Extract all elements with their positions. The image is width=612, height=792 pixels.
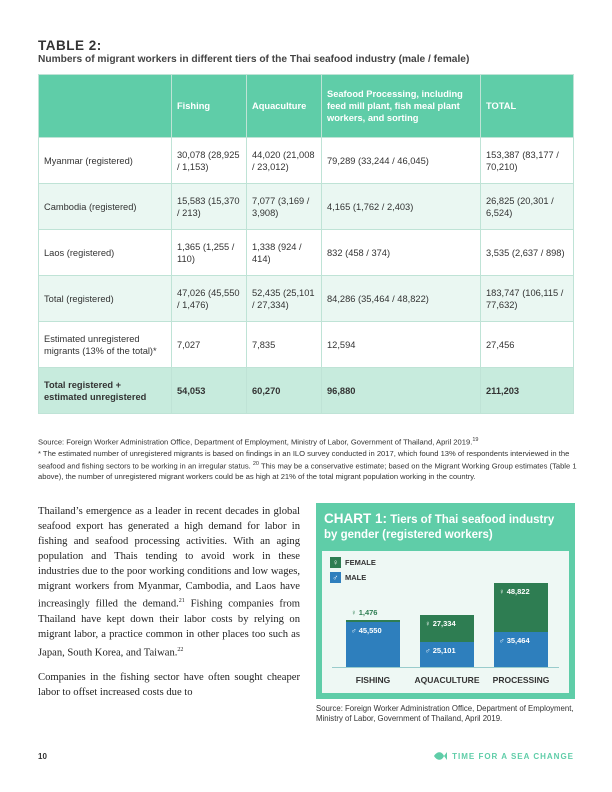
table-cell: 27,456 <box>481 322 574 368</box>
table-source-text: Source: Foreign Worker Administration Office, Department of Employment, Ministry of Labor, Government of Thailand, April 2019. <box>38 437 473 447</box>
table-cell: 4,165 (1,762 / 2,403) <box>322 184 481 230</box>
table-row <box>39 276 574 322</box>
paragraph-text: Thailand’s emergence as a leader in recent decades in global seafood export has generated a high demand for labor in fishing and seafood processing activities. With an aging population and Thais tending to avoid work in these industries due to the poor working conditions and low wages, migrant workers from Myanmar, Cambodia, and Laos have increasingly filled the demand. <box>38 506 300 610</box>
x-tick-label: AQUACULTURE <box>414 675 480 685</box>
table-cell: 1,365 (1,255 / 110) <box>172 230 247 276</box>
data-label: ♂ 35,464 <box>499 635 530 645</box>
table-cell: 52,435 (25,101 / 27,334) <box>247 276 322 322</box>
chart-title <box>324 511 569 543</box>
footnote-ref: 19 <box>472 437 479 443</box>
footnote-text-b: This may be a conservative estimate; based on the Migrant Working Group estimates (Table 1 above), the number of unregistered migrant workers could be as high at 21% of the total migrant population working in the country. <box>38 461 577 481</box>
header-cell: TOTAL <box>481 75 574 138</box>
paragraph: Companies in the fishing sector have often sought cheaper labor to offset increased costs due to <box>38 672 300 699</box>
table-row <box>39 184 574 230</box>
chart-area <box>322 551 569 693</box>
row-label: Total (registered) <box>39 276 172 322</box>
table-cell: 7,027 <box>172 322 247 368</box>
table-total-row <box>39 368 574 414</box>
data-label: ♀ 27,334 <box>425 618 456 628</box>
table-cell: 7,077 (3,169 / 3,908) <box>247 184 322 230</box>
table-cell: 153,387 (83,177 / 70,210) <box>481 138 574 184</box>
chart-panel <box>316 503 575 699</box>
table-cell: 60,270 <box>247 368 322 414</box>
legend-female <box>330 557 376 568</box>
table-row <box>39 230 574 276</box>
bar-female-aquaculture <box>420 615 474 642</box>
legend-label: MALE <box>345 573 367 582</box>
x-axis-line <box>332 667 559 668</box>
table-row <box>39 138 574 184</box>
table-cell: 12,594 <box>322 322 481 368</box>
x-tick-label: FISHING <box>355 675 391 685</box>
table-subtitle: Numbers of migrant workers in different tiers of the Thai seafood industry (male / female) <box>38 54 470 65</box>
header-cell: Seafood Processing, including feed mill plant, fish meal plant workers, and sorting <box>322 75 481 138</box>
table-footnote <box>38 449 578 482</box>
table-cell: 54,053 <box>172 368 247 414</box>
paragraph <box>38 505 300 661</box>
chart-source: Source: Foreign Worker Administration Office, Department of Employment, Ministry of Labor, Government of Thailand, April 2019. <box>316 704 574 723</box>
table-cell: 211,203 <box>481 368 574 414</box>
table-cell: 7,835 <box>247 322 322 368</box>
row-label: Myanmar (registered) <box>39 138 172 184</box>
table-cell: 47,026 (45,550 / 1,476) <box>172 276 247 322</box>
table-cell: 3,535 (2,637 / 898) <box>481 230 574 276</box>
legend-label: FEMALE <box>345 558 376 567</box>
fish-icon <box>433 750 447 762</box>
table-cell: 1,338 (924 / 414) <box>247 230 322 276</box>
row-label: Total registered + estimated unregistered <box>39 368 172 414</box>
body-text <box>38 505 300 711</box>
footer-brand <box>433 750 574 762</box>
table-cell: 26,825 (20,301 / 6,524) <box>481 184 574 230</box>
bar-male-processing <box>494 632 548 667</box>
row-label: Estimated unregistered migrants (13% of the total)* <box>39 322 172 368</box>
table-row <box>39 322 574 368</box>
bar-male-aquaculture <box>420 642 474 667</box>
footnote-ref: 20 <box>252 461 259 467</box>
table-cell: 79,289 (33,244 / 46,045) <box>322 138 481 184</box>
chart-title-prefix: CHART 1: <box>324 511 387 526</box>
table-cell: 84,286 (35,464 / 48,822) <box>322 276 481 322</box>
x-tick-label: PROCESSING <box>492 675 550 685</box>
row-label: Cambodia (registered) <box>39 184 172 230</box>
row-label: Laos (registered) <box>39 230 172 276</box>
paragraph-text: Fishing companies from Thailand have kept down their labor costs by relying on migrant labor, a practice common in other places too such as Japan, South Korea, and Taiwan. <box>38 598 300 659</box>
legend-male <box>330 572 366 583</box>
data-label: ♀ 48,822 <box>499 587 530 596</box>
table-cell: 15,583 (15,370 / 213) <box>172 184 247 230</box>
brand-text: TIME FOR A SEA CHANGE <box>452 751 574 761</box>
table-source <box>38 437 578 447</box>
table-title: TABLE 2: <box>38 38 102 53</box>
header-cell: Aquaculture <box>247 75 322 138</box>
migrant-table <box>38 74 574 414</box>
header-cell <box>39 75 172 138</box>
page-number: 10 <box>38 752 47 761</box>
footnote-ref: 22 <box>177 646 184 653</box>
footnote-text-a: * The estimated number of unregistered migrants is based on findings in an ILO survey conducted in 2017, which found 13% of respondents interviewed in the seafood and fishing sectors to be working in an irregular status. <box>38 449 570 471</box>
female-icon: ♀ <box>330 557 341 568</box>
table-cell: 96,880 <box>322 368 481 414</box>
bar-female-processing <box>494 583 548 632</box>
bar-female-fishing <box>346 608 400 621</box>
data-label: ♀ 1,476 <box>351 608 378 618</box>
data-label: ♂ 25,101 <box>425 645 456 655</box>
table-cell: 183,747 (106,115 / 77,632) <box>481 276 574 322</box>
male-icon: ♂ <box>330 572 341 583</box>
table-cell: 44,020 (21,008 / 23,012) <box>247 138 322 184</box>
table-cell: 30,078 (28,925 / 1,153) <box>172 138 247 184</box>
header-cell: Fishing <box>172 75 247 138</box>
data-label: ♂ 45,550 <box>351 625 382 635</box>
table-header-row <box>39 75 574 138</box>
table-cell: 832 (458 / 374) <box>322 230 481 276</box>
bar-male-fishing <box>346 622 400 667</box>
footnote-ref: 21 <box>178 598 185 605</box>
chart-title-text: Tiers of Thai seafood industry by gender (registered workers) <box>324 514 555 541</box>
